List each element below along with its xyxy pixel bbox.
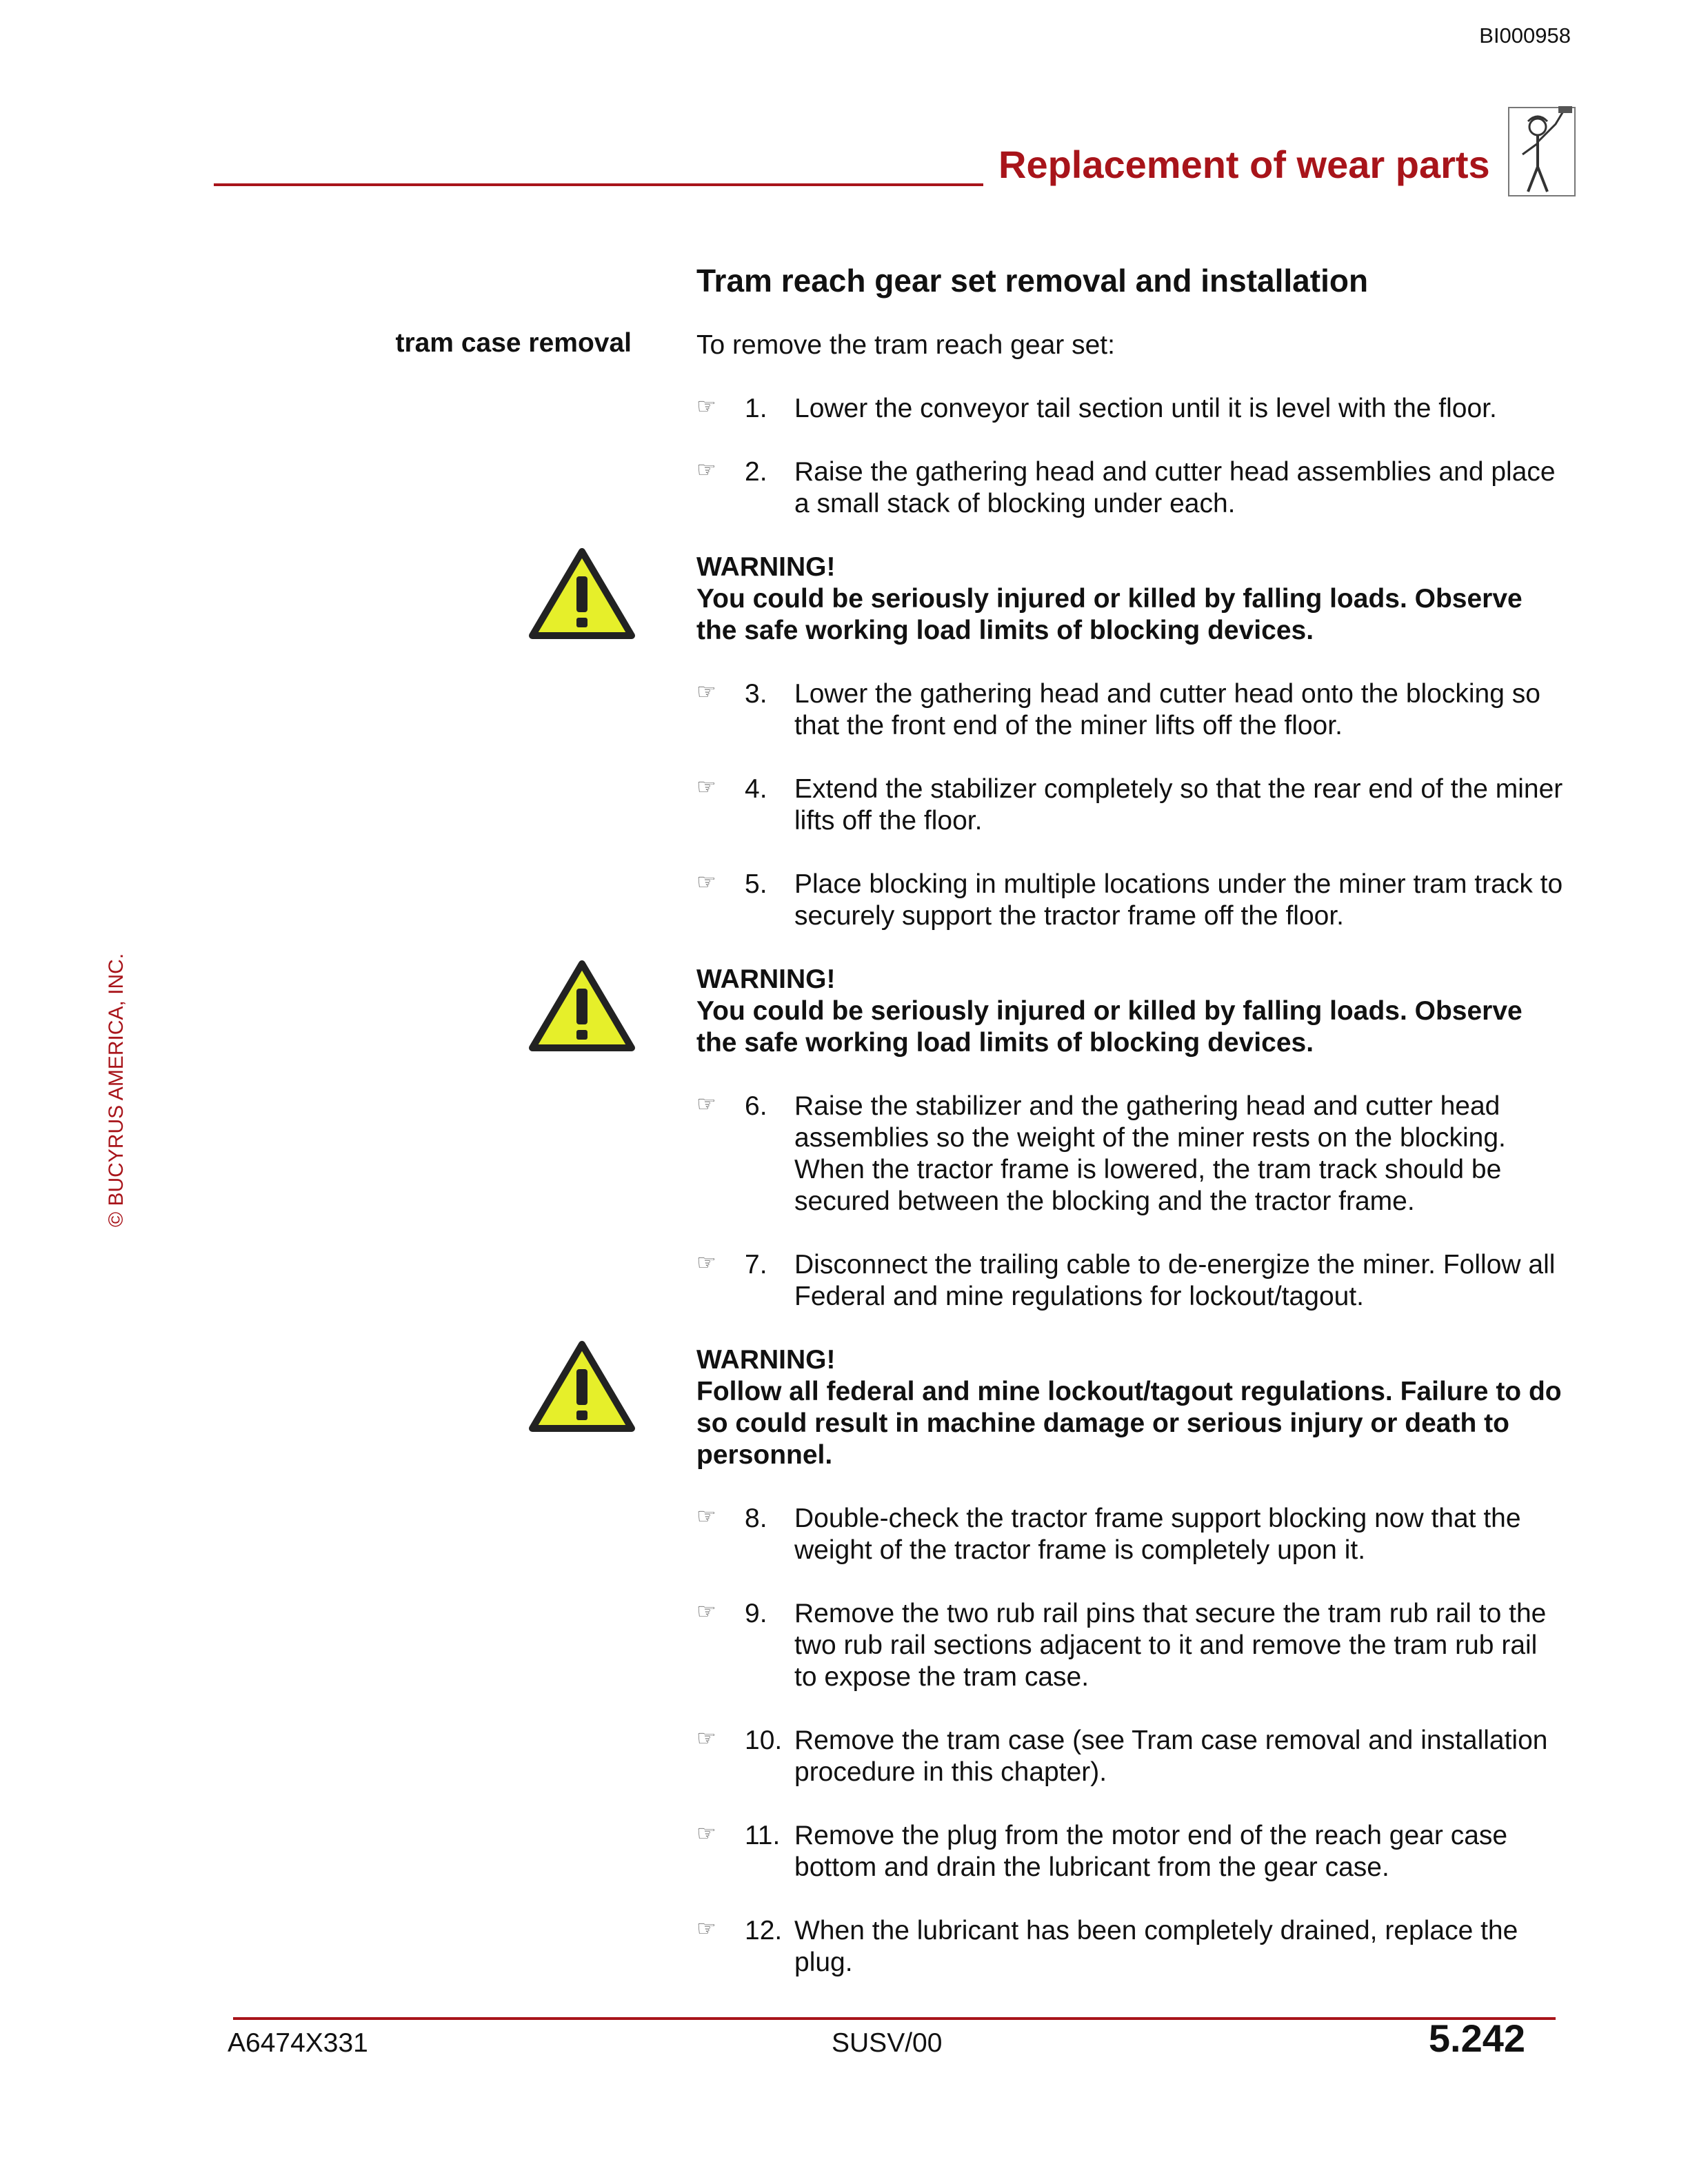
procedure-content xyxy=(696,330,1565,2010)
header-rule xyxy=(214,183,983,186)
procedure-step xyxy=(696,869,1565,932)
step-text: Extend the stabilizer completely so that the rear end of the miner lifts off the floor. xyxy=(794,774,1563,836)
section-title: Tram reach gear set removal and installation xyxy=(696,263,1369,299)
procedure-step xyxy=(696,393,1565,425)
step-text: Lower the gathering head and cutter head onto the blocking so that the front end of the miner lifts off the floor. xyxy=(794,679,1540,740)
procedure-step xyxy=(696,1915,1565,1979)
warning-title: WARNING! xyxy=(696,1345,836,1375)
step-number: 8. xyxy=(745,1504,767,1533)
side-heading: tram case removal xyxy=(395,328,632,358)
warning-block xyxy=(696,552,1565,647)
pointing-hand-icon: ☞ xyxy=(696,1916,716,1941)
copyright-notice: © BUCYRUS AMERICA, INC. xyxy=(105,953,128,1227)
procedure-step xyxy=(696,1820,1565,1883)
procedure-step xyxy=(696,1725,1565,1788)
step-text: Raise the gathering head and cutter head assemblies and place a small stack of blocking under each. xyxy=(794,457,1556,518)
step-number: 10. xyxy=(745,1726,783,1755)
warning-title: WARNING! xyxy=(696,552,836,582)
warning-block xyxy=(696,1344,1565,1471)
page-number: 5.242 xyxy=(1428,2016,1525,2060)
step-text: Remove the two rub rail pins that secure the tram rub rail to the two rub rail sections adjacent to it and remove the tram rub rail to expose the tram case. xyxy=(794,1599,1547,1692)
procedure-step xyxy=(696,1249,1565,1313)
procedure-step xyxy=(696,456,1565,520)
pointing-hand-icon: ☞ xyxy=(696,1250,716,1275)
warning-text: You could be seriously injured or killed by falling loads. Observe the safe working load limits of blocking devices. xyxy=(696,584,1523,645)
step-text: Remove the plug from the motor end of the reach gear case bottom and drain the lubricant from the gear case. xyxy=(794,1821,1508,1882)
chapter-title: Replacement of wear parts xyxy=(998,143,1490,186)
step-number: 1. xyxy=(745,394,767,423)
warning-title: WARNING! xyxy=(696,964,836,994)
pointing-hand-icon: ☞ xyxy=(696,1504,716,1528)
step-text: Double-check the tractor frame support blocking now that the weight of the tractor frame is completely upon it. xyxy=(794,1504,1521,1565)
step-text: Raise the stabilizer and the gathering head and cutter head assemblies so the weight of the miner rests on the blocking. When the tractor frame is lowered, the tram track should be secured between the blocking and the tractor frame. xyxy=(794,1091,1506,1216)
step-text: When the lubricant has been completely drained, replace the plug. xyxy=(794,1916,1518,1977)
step-text: Place blocking in multiple locations under the miner tram track to securely support the tractor frame off the floor. xyxy=(794,869,1563,931)
procedure-step xyxy=(696,1091,1565,1217)
step-number: 3. xyxy=(745,679,767,709)
warning-text: Follow all federal and mine lockout/tagout regulations. Failure to do so could result in machine damage or serious injury or death to personnel. xyxy=(696,1377,1562,1470)
pointing-hand-icon: ☞ xyxy=(696,1091,716,1116)
step-number: 9. xyxy=(745,1599,767,1628)
pointing-hand-icon: ☞ xyxy=(696,394,716,418)
step-number: 12. xyxy=(745,1916,783,1945)
pointing-hand-icon: ☞ xyxy=(696,774,716,799)
warning-block xyxy=(696,964,1565,1059)
step-number: 2. xyxy=(745,457,767,487)
footer-revision: SUSV/00 xyxy=(832,2028,943,2058)
procedure-step xyxy=(696,678,1565,742)
warning-triangle-icon xyxy=(528,546,636,641)
step-text: Disconnect the trailing cable to de-energize the miner. Follow all Federal and mine regulations for lockout/tagout. xyxy=(794,1250,1556,1311)
pointing-hand-icon: ☞ xyxy=(696,1821,716,1846)
warning-text: You could be seriously injured or killed by falling loads. Observe the safe working load limits of blocking devices. xyxy=(696,996,1523,1058)
procedure-step xyxy=(696,774,1565,837)
mechanic-worker-icon xyxy=(1507,103,1576,200)
pointing-hand-icon: ☞ xyxy=(696,1726,716,1750)
step-number: 4. xyxy=(745,774,767,804)
step-number: 5. xyxy=(745,869,767,899)
procedure-step xyxy=(696,1503,1565,1566)
warning-triangle-icon xyxy=(528,1339,636,1434)
step-number: 6. xyxy=(745,1091,767,1121)
warning-triangle-icon xyxy=(528,958,636,1053)
step-text: Remove the tram case (see Tram case removal and installation procedure in this chapter). xyxy=(794,1726,1548,1787)
step-text: Lower the conveyor tail section until it is level with the floor. xyxy=(794,394,1497,423)
footer-rule xyxy=(233,2017,1556,2020)
step-number: 11. xyxy=(745,1821,781,1850)
pointing-hand-icon: ☞ xyxy=(696,869,716,894)
intro-text: To remove the tram reach gear set: xyxy=(696,330,1115,360)
pointing-hand-icon: ☞ xyxy=(696,457,716,482)
step-number: 7. xyxy=(745,1250,767,1280)
document-id: BI000958 xyxy=(1479,23,1571,48)
procedure-step xyxy=(696,1598,1565,1693)
pointing-hand-icon: ☞ xyxy=(696,679,716,704)
pointing-hand-icon: ☞ xyxy=(696,1599,716,1624)
footer-doc-number: A6474X331 xyxy=(228,2028,368,2058)
